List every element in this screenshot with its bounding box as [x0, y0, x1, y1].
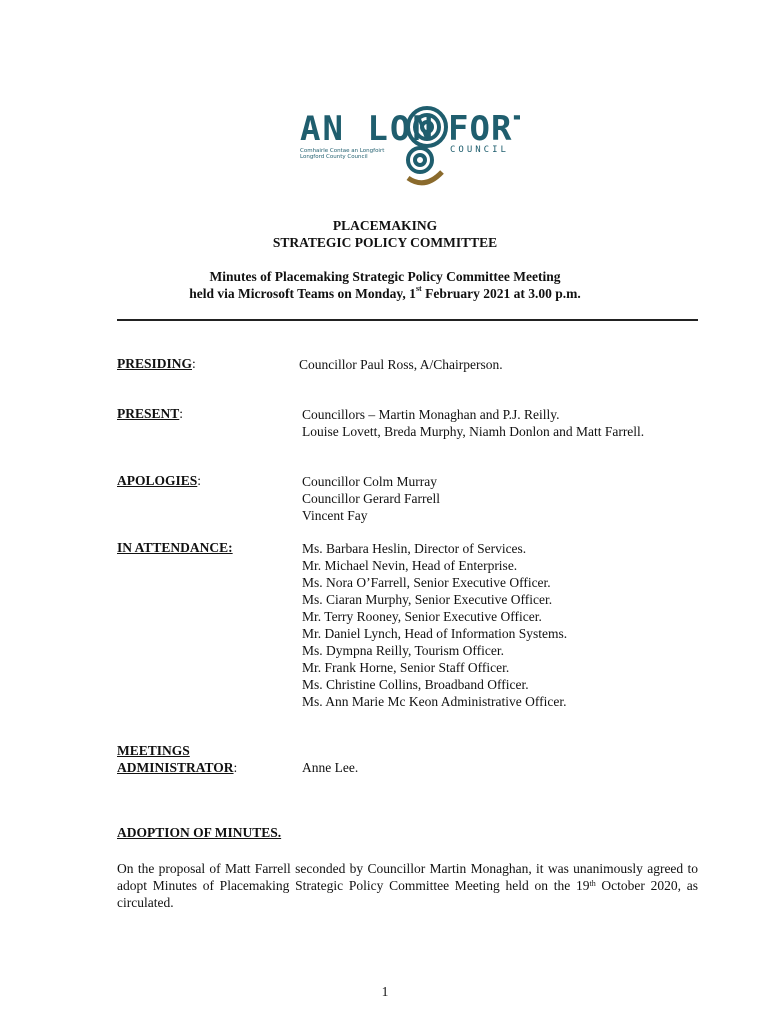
council-logo — [300, 100, 520, 190]
minutes-title-line2: held via Microsoft Teams on Monday, 1st February 2021 at 3.00 p.m. — [189, 284, 581, 301]
adoption-heading: ADOPTION OF MINUTES. — [117, 825, 282, 840]
attendee: Ms. Ann Marie Mc Keon Administrative Officer. — [302, 694, 567, 709]
administrator-value: Anne Lee. — [302, 760, 359, 775]
present-value: Councillors – Martin Monaghan and P.J. Reilly. Louise Lovett, Breda Murphy, Niamh Donlon and Matt Farrell. — [302, 407, 645, 439]
logo-sub-right: COUNCIL — [450, 145, 509, 155]
adoption-paragraph: On the proposal of Matt Farrell seconded by Councillor Martin Monaghan, it was unanimously agreed to adopt Minutes of Placemaking Strategic Policy Committee Meeting held on the 19th October 2020, as circulated. — [117, 861, 698, 910]
logo-accent-swoosh — [408, 172, 442, 183]
attendee: Mr. Michael Nevin, Head of Enterprise. — [302, 558, 518, 573]
logo-sub-left-2: Longford County Council — [300, 154, 368, 160]
committee-name-line2: STRATEGIC POLICY COMMITTEE — [272, 235, 498, 250]
apologies-label: APOLOGIES: — [117, 473, 202, 488]
apologies-value: Councillor Colm Murray Councillor Gerard Farrell Vincent Fay — [302, 474, 440, 523]
presiding-value: Councillor Paul Ross, A/Chairperson. — [299, 357, 503, 372]
administrator-label: MEETINGS ADMINISTRATOR: — [117, 743, 238, 775]
committee-name-line1: PLACEMAKING — [332, 218, 438, 233]
attendee: Mr. Frank Horne, Senior Staff Officer. — [302, 660, 510, 675]
attendee: Mr. Daniel Lynch, Head of Information Systems. — [302, 626, 568, 641]
attendance-label: IN ATTENDANCE: — [117, 540, 233, 555]
attendee: Ms. Christine Collins, Broadband Officer. — [302, 677, 529, 692]
presiding-label: PRESIDING: — [117, 356, 196, 371]
header-divider — [117, 319, 698, 321]
logo-left-text: AN LON — [300, 109, 435, 149]
attendee: Ms. Barbara Heslin, Director of Services. — [302, 541, 527, 556]
logo-right-text: FOR — [448, 109, 513, 149]
present-label: PRESENT: — [117, 406, 184, 421]
attendee: Mr. Terry Rooney, Senior Executive Officer. — [302, 609, 542, 624]
attendee: Ms. Nora O’Farrell, Senior Executive Officer. — [302, 575, 551, 590]
attendee: Ms. Dympna Reilly, Tourism Officer. — [302, 643, 505, 658]
attendance-list — [302, 540, 567, 710]
minutes-title-line1: Minutes of Placemaking Strategic Policy Committee Meeting — [209, 269, 561, 284]
logo-sub-left-1: Comhairle Contae an Longfoirt — [300, 148, 385, 154]
page-number: 1 — [381, 984, 389, 999]
council-logo-graphic — [300, 100, 520, 190]
attendee: Ms. Ciaran Murphy, Senior Executive Officer. — [302, 592, 553, 607]
